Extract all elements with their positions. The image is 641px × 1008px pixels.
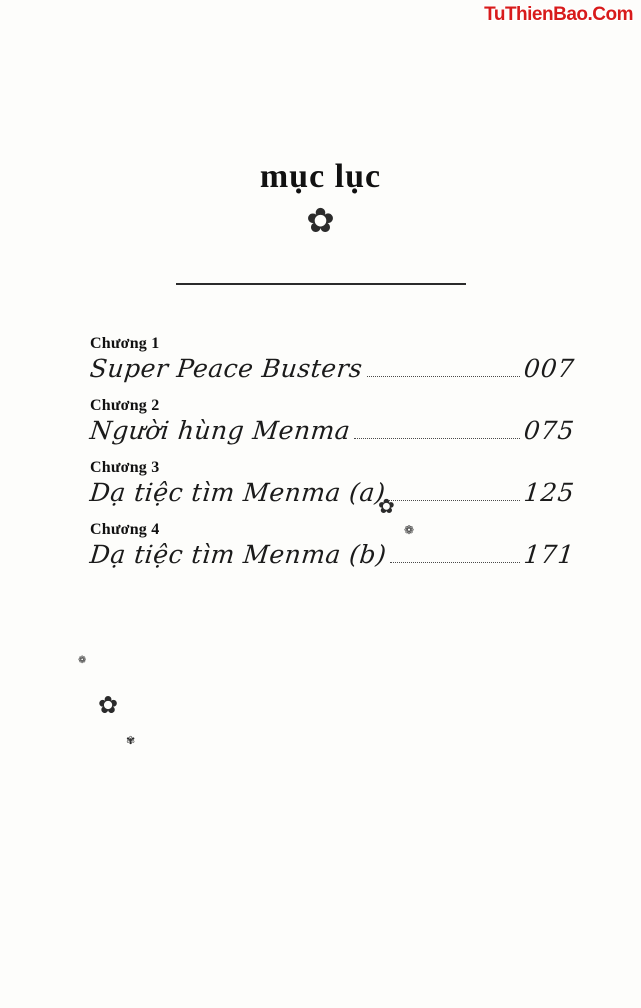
toc-entry-title: Dạ tiệc tìm Menma (b): [88, 540, 388, 569]
toc-entry-chapter: Chương 3: [90, 459, 160, 476]
flower-decoration-icon: ✿: [378, 496, 395, 518]
toc-leader-dots: [367, 375, 521, 377]
toc-entry-page: 171: [522, 540, 577, 569]
divider: [176, 283, 466, 285]
page-title: mục lục: [259, 158, 382, 195]
flower-decoration-icon: ✿: [98, 693, 119, 719]
flower-decoration-icon: ❁: [404, 523, 415, 537]
toc-entry-page: 125: [522, 478, 577, 507]
flower-ornament-icon: ✿: [306, 203, 335, 240]
toc-entry-chapter: Chương 4: [90, 521, 160, 538]
toc-entry[interactable]: [90, 521, 575, 569]
toc-entry[interactable]: [90, 335, 575, 383]
toc-entry-title: Super Peace Busters: [88, 354, 365, 383]
toc-entry-page: 007: [522, 354, 577, 383]
flower-decoration-icon: ✾: [126, 735, 136, 747]
toc-leader-dots: [389, 499, 520, 501]
toc-entry-title: Dạ tiệc tìm Menma (a): [88, 478, 387, 507]
table-of-contents: [90, 335, 575, 583]
toc-entry[interactable]: [90, 397, 575, 445]
toc-entry[interactable]: [90, 459, 575, 507]
site-watermark: TuThienBao.Com: [484, 4, 633, 25]
toc-entry-page: 075: [522, 416, 577, 445]
flower-decoration-icon: ❁: [78, 655, 87, 666]
toc-leader-dots: [354, 437, 520, 439]
toc-entry-chapter: Chương 2: [90, 397, 160, 414]
toc-leader-dots: [390, 561, 520, 563]
toc-entry-title: Người hùng Menma: [88, 416, 352, 445]
toc-entry-chapter: Chương 1: [90, 335, 160, 352]
